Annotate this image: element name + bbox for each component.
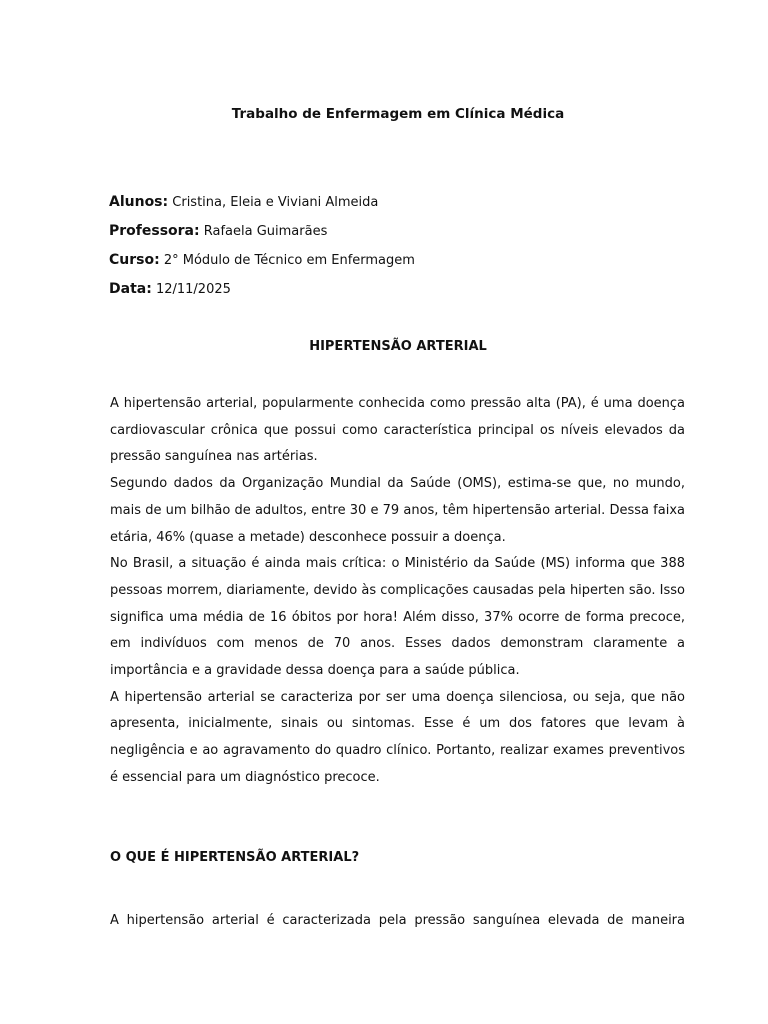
meta-teacher xyxy=(109,221,327,242)
subheading: O QUE É HIPERTENSÃO ARTERIAL? xyxy=(110,850,360,865)
meta-date xyxy=(109,279,231,300)
meta-students xyxy=(109,192,378,213)
section-title: HIPERTENSÃO ARTERIAL xyxy=(309,339,487,354)
meta-course-value: 2° Módulo de Técnico em Enfermagem xyxy=(163,253,415,268)
meta-course xyxy=(109,250,415,271)
document-title: Trabalho de Enfermagem em Clínica Médica xyxy=(231,106,565,122)
body-text xyxy=(110,391,685,792)
meta-students-value: Cristina, Eleia e Viviani Almeida xyxy=(172,195,379,210)
meta-course-label: Curso: xyxy=(109,252,160,268)
meta-date-label: Data: xyxy=(109,281,152,297)
paragraph: A hipertensão arterial se caracteriza por ser uma doença silenciosa, ou seja, que não apresenta, inicialmente, sinais ou sintomas. Esse é um dos fatores que levam à negligência e ao agravamento do quadro clínico. Portanto, realizar exames preventivos é essencial para um diagnóstico precoce. xyxy=(110,689,685,785)
meta-teacher-label: Professora: xyxy=(109,223,200,239)
paragraph: No Brasil, a situação é ainda mais crítica: o Ministério da Saúde (MS) informa que 388 pessoas morrem, diariamente, devido às complicações causadas pela hiperten são. Isso significa uma média de 16 óbitos por hora! Além disso, 37% ocorre de forma precoce, em indivíduos com menos de 70 anos. Esses dados demonstram claramente a importância e a gravidade dessa doença para a saúde pública. xyxy=(110,556,685,679)
paragraph-final: A hipertensão arterial é caracterizada pela pressão sanguínea elevada de maneira xyxy=(110,913,685,928)
meta-students-label: Alunos: xyxy=(109,194,169,210)
meta-date-value: 12/11/2025 xyxy=(155,282,231,297)
paragraph: A hipertensão arterial, popularmente conhecida como pressão alta (PA), é uma doença cardiovascular crônica que possui como característica principal os níveis elevados da pressão sanguínea nas artérias. xyxy=(110,396,685,465)
meta-teacher-value: Rafaela Guimarães xyxy=(203,224,328,239)
paragraph: Segundo dados da Organização Mundial da Saúde (OMS), estima-se que, no mundo, mais de um bilhão de adultos, entre 30 e 79 anos, têm hipertensão arterial. Dessa faixa etária, 46% (quase a metade) desconhece possuir a doença. xyxy=(110,476,685,545)
